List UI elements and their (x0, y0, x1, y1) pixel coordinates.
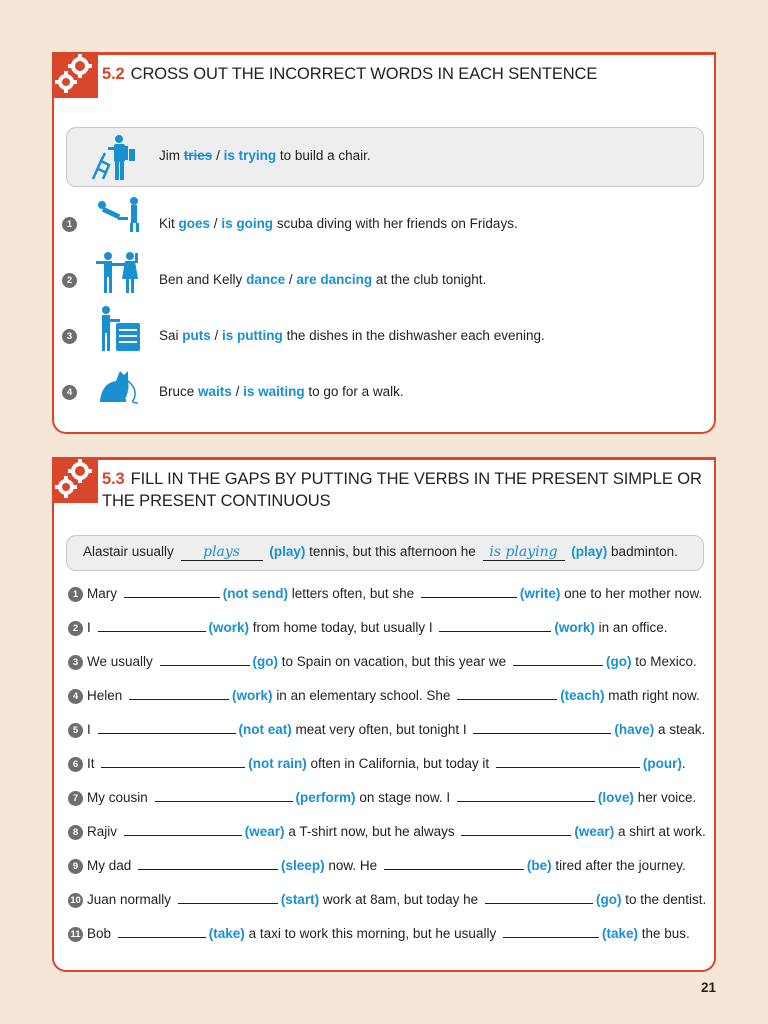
example-box (66, 127, 704, 187)
row-text: Juan normally (87, 892, 172, 907)
row-text: meat very often, but tonight I (295, 722, 467, 737)
item-rest: at the club tonight. (375, 272, 487, 287)
item-number: 6 (68, 757, 83, 772)
gap-input[interactable] (457, 788, 595, 802)
verb-hint: (work) (208, 620, 250, 635)
verb-hint: (go) (252, 654, 279, 669)
example-sentence (83, 544, 678, 561)
verb-hint: (go) (595, 892, 622, 907)
dishwasher-person-icon (94, 305, 144, 353)
dancing-couple-icon (94, 251, 144, 295)
section-title (102, 468, 702, 512)
example-box (66, 535, 704, 571)
man-building-chair-icon (89, 131, 139, 183)
row-text: My cousin (87, 790, 148, 805)
gap-input[interactable] (124, 584, 220, 598)
row-text: in an office. (598, 620, 668, 635)
example-answer: plays (181, 544, 263, 561)
row-text: I (87, 620, 91, 635)
item-subject: Sai (159, 328, 179, 343)
item-sentence: Bruce waits / is waiting to go for a walk. (159, 384, 404, 399)
option-a[interactable]: dance (246, 272, 286, 287)
gap-input[interactable] (160, 652, 250, 666)
gap-input[interactable] (421, 584, 517, 598)
gap-row (68, 924, 690, 942)
section-title-line1: FILL IN THE GAPS BY PUTTING THE VERBS IN THE PRESENT SIMPLE OR (130, 470, 702, 488)
gap-input[interactable] (513, 652, 603, 666)
gap-input[interactable] (384, 856, 524, 870)
row-text: My dad (87, 858, 132, 873)
row-text: a taxi to work this morning, but he usually (248, 926, 497, 941)
row-text: . (681, 756, 686, 771)
row-text: often in California, but today it (310, 756, 490, 771)
gap-input[interactable] (496, 754, 640, 768)
gap-input[interactable] (457, 686, 557, 700)
item-number: 3 (62, 329, 77, 344)
row-text: a T-shirt now, but he always (288, 824, 455, 839)
verb-hint: (wear) (244, 824, 285, 839)
gap-row (68, 652, 697, 670)
item-subject: Kit (159, 216, 175, 231)
gap-row (68, 890, 706, 908)
option-b[interactable]: is waiting (243, 384, 305, 399)
row-text: a shirt at work. (617, 824, 706, 839)
verb-hint: (love) (597, 790, 634, 805)
option-b[interactable]: are dancing (296, 272, 373, 287)
gap-input[interactable] (461, 822, 571, 836)
option-a[interactable]: goes (178, 216, 211, 231)
row-text: from home today, but usually I (252, 620, 433, 635)
verb-hint: (sleep) (281, 858, 325, 873)
verb-hint: (not send) (222, 586, 289, 601)
option-a[interactable]: waits (198, 384, 232, 399)
crossed-out-option: tries (183, 148, 213, 163)
section-number: 5.3 (102, 470, 125, 488)
verb-hint: (take) (601, 926, 638, 941)
gap-input[interactable] (178, 890, 278, 904)
row-text: Rajiv (87, 824, 118, 839)
item-sentence: Ben and Kelly dance / are dancing at the club tonight. (159, 272, 487, 287)
gap-row (68, 856, 686, 874)
item-rest: to go for a walk. (308, 384, 404, 399)
gap-row (68, 584, 702, 602)
example-subject: Jim (159, 148, 180, 163)
row-text: I (87, 722, 91, 737)
verb-hint: (go) (605, 654, 632, 669)
verb-hint: (work) (232, 688, 273, 703)
gap-input[interactable] (101, 754, 245, 768)
section-number: 5.2 (102, 65, 125, 83)
row-text: to Mexico. (635, 654, 697, 669)
page-number: 21 (700, 980, 716, 995)
gap-row (68, 754, 686, 772)
gap-input[interactable] (124, 822, 242, 836)
row-text: on stage now. I (359, 790, 451, 805)
gap-input[interactable] (129, 686, 229, 700)
verb-hint: (not rain) (248, 756, 307, 771)
item-subject: Ben and Kelly (159, 272, 243, 287)
section-title-text: CROSS OUT THE INCORRECT WORDS IN EACH SENTENCE (130, 65, 598, 83)
gap-input[interactable] (485, 890, 593, 904)
item-number: 10 (68, 893, 83, 908)
gap-input[interactable] (138, 856, 278, 870)
row-text: Bob (87, 926, 112, 941)
verb-hint: (teach) (560, 688, 605, 703)
row-text: work at 8am, but today he (322, 892, 479, 907)
row-text: to the dentist. (625, 892, 707, 907)
row-text: to Spain on vacation, but this year we (281, 654, 507, 669)
example-rest: to build a chair. (279, 148, 371, 163)
example-sentence (159, 148, 371, 163)
option-a[interactable]: puts (182, 328, 211, 343)
section-title (102, 63, 597, 85)
verb-hint: (work) (554, 620, 595, 635)
item-number: 4 (68, 689, 83, 704)
verb-hint: (pour) (642, 756, 682, 771)
gap-row (68, 686, 700, 704)
item-sentence: Sai puts / is putting the dishes in the dishwasher each evening. (159, 328, 545, 343)
row-text: in an elementary school. She (276, 688, 451, 703)
example-text: Alastair usually (83, 544, 174, 559)
gears-icon (52, 52, 98, 98)
verb-hint: (take) (208, 926, 245, 941)
exercise-5-3-panel (52, 457, 716, 972)
item-number: 1 (62, 217, 77, 232)
item-number: 5 (68, 723, 83, 738)
item-number: 2 (62, 273, 77, 288)
section-title-line2: THE PRESENT CONTINUOUS (102, 492, 331, 510)
verb-hint: (have) (614, 722, 655, 737)
sitting-dog-icon (94, 365, 144, 405)
gap-input[interactable] (155, 788, 293, 802)
example-answer: is playing (483, 544, 565, 561)
gap-row (68, 822, 706, 840)
verb-hint: (write) (519, 586, 561, 601)
row-text: now. He (328, 858, 378, 873)
example-text: badminton. (611, 544, 678, 559)
item-number: 1 (68, 587, 83, 602)
slash: / (216, 148, 220, 163)
row-text: math right now. (608, 688, 700, 703)
option-b[interactable]: is going (221, 216, 274, 231)
row-text: one to her mother now. (564, 586, 703, 601)
item-number: 11 (68, 927, 83, 942)
item-subject: Bruce (159, 384, 195, 399)
gap-row (68, 720, 705, 738)
row-text: We usually (87, 654, 153, 669)
item-sentence: Kit goes / is going scuba diving with her friends on Fridays. (159, 216, 518, 231)
item-number: 4 (62, 385, 77, 400)
row-text: letters often, but she (291, 586, 415, 601)
verb-hint: (not eat) (238, 722, 292, 737)
row-text: It (87, 756, 95, 771)
gap-input[interactable] (98, 720, 236, 734)
item-rest: the dishes in the dishwasher each evening. (286, 328, 545, 343)
row-text: Helen (87, 688, 123, 703)
verb-hint: (start) (280, 892, 320, 907)
verb-hint: (play) (571, 544, 608, 559)
verb-hint: (wear) (574, 824, 615, 839)
gap-input[interactable] (118, 924, 206, 938)
option-b[interactable]: is putting (222, 328, 283, 343)
gap-row (68, 618, 667, 636)
row-text: the bus. (641, 926, 690, 941)
verb-hint: (play) (269, 544, 306, 559)
gears-icon (52, 457, 98, 503)
row-text: her voice. (637, 790, 697, 805)
scuba-divers-icon (94, 195, 144, 235)
exercise-5-2-panel (52, 52, 716, 434)
gap-row (68, 788, 696, 806)
item-number: 9 (68, 859, 83, 874)
item-rest: scuba diving with her friends on Fridays. (276, 216, 518, 231)
item-number: 7 (68, 791, 83, 806)
item-number: 8 (68, 825, 83, 840)
verb-hint: (perform) (295, 790, 356, 805)
row-text: a steak. (657, 722, 706, 737)
gap-input[interactable] (439, 618, 551, 632)
row-text: tired after the journey. (555, 858, 686, 873)
gap-input[interactable] (503, 924, 599, 938)
gap-input[interactable] (98, 618, 206, 632)
correct-option: is trying (223, 148, 277, 163)
verb-hint: (be) (526, 858, 552, 873)
item-number: 2 (68, 621, 83, 636)
row-text: Mary (87, 586, 117, 601)
gap-input[interactable] (473, 720, 611, 734)
item-number: 3 (68, 655, 83, 670)
example-text: tennis, but this afternoon he (309, 544, 476, 559)
